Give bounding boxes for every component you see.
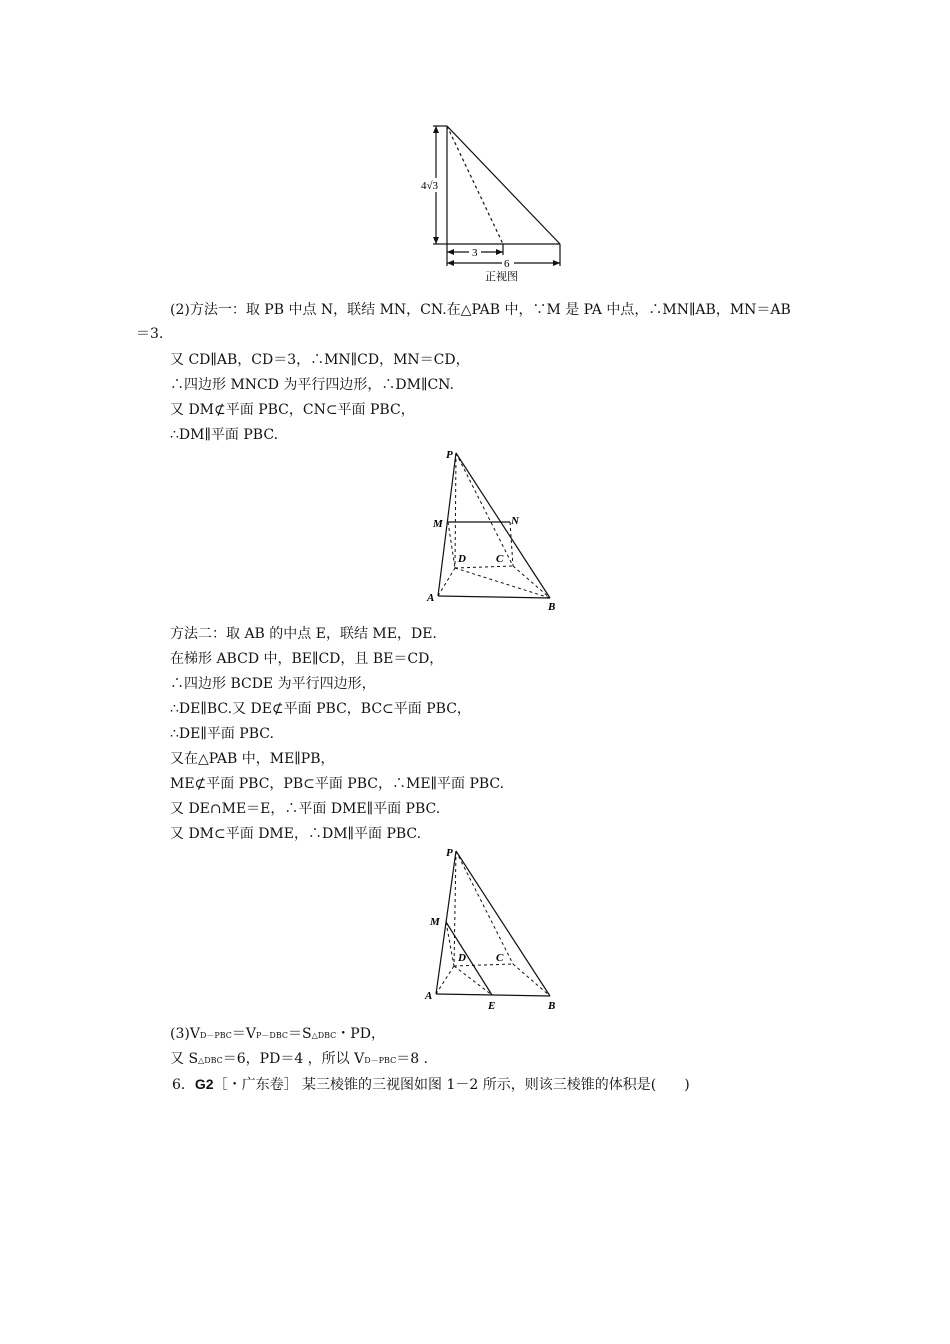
method2-line: 在梯形 ABCD 中，BE∥CD，且 BE＝CD， [170,651,444,667]
method2-line: ∴四边形 BCDE 为平行四边形， [170,676,376,692]
label-c: C [496,952,504,964]
pyramid-figure-me [420,844,570,1014]
label-m: M [433,518,443,530]
front-view-hypotenuse [447,126,560,244]
method1-line: ∴DM∥平面 PBC. [170,427,279,443]
label-b: B [548,1000,556,1012]
label-n: N [511,515,519,527]
part3-line2: 又 S△DBC＝6，PD＝4 ，所以 VD－PBC＝8 . [170,1051,429,1067]
method1-line: 又 DM⊄平面 PBC，CN⊂平面 PBC， [170,402,415,418]
method1-line1: (2)方法一：取 PB 中点 N，联结 MN，CN.在△PAB 中，∵M 是 PA 中点，∴MN∥AB，MN＝AB [170,302,791,318]
label-d: D [458,952,466,964]
label-m: M [430,916,440,928]
part3-line1: (3)VD－PBC＝VP－DBC＝S△DBC・PD， [170,1026,385,1042]
label-p: P [446,449,453,461]
label-e: E [488,1000,496,1012]
method2-line: ∴DE∥BC.又 DE⊄平面 PBC，BC⊂平面 PBC， [170,701,471,717]
question-tag: G2 [194,1076,214,1092]
label-b: B [548,601,556,613]
method1-line2: ＝3. [136,326,164,342]
inner-base-label: 3 [472,247,478,259]
method2-line: 又 DM⊂平面 DME，∴DM∥平面 PBC. [170,826,422,842]
method1-line: ∴四边形 MNCD 为平行四边形，∴DM∥CN. [170,377,454,393]
label-p: P [446,847,453,859]
method2-line: 又在△PAB 中，ME∥PB， [170,751,335,767]
method2-line: ME⊄平面 PBC，PB⊂平面 PBC，∴ME∥平面 PBC. [170,776,505,792]
height-label: 4√3 [421,180,439,192]
method2-line: ∴DE∥平面 PBC. [170,726,274,742]
label-c: C [496,553,504,565]
outer-base-label: 6 [504,258,510,270]
method1-line: 又 CD∥AB，CD＝3，∴MN∥CD，MN＝CD， [170,352,470,368]
front-view-hidden-edge [447,126,503,244]
method2-line: 方法二：取 AB 的中点 E，联结 ME，DE. [170,626,437,642]
front-view-caption: 正视图 [485,271,518,283]
front-view-figure [415,118,575,284]
pyramid-figure-mn [420,446,570,614]
question-6: 6．G2［・广东卷］ 某三棱锥的三视图如图 1－2 所示，则该三棱锥的体积是( ) [172,1076,690,1093]
label-a: A [427,592,435,604]
label-d: D [458,553,466,565]
method2-line: 又 DE∩ME＝E，∴平面 DME∥平面 PBC. [170,801,441,817]
label-a: A [425,990,433,1002]
